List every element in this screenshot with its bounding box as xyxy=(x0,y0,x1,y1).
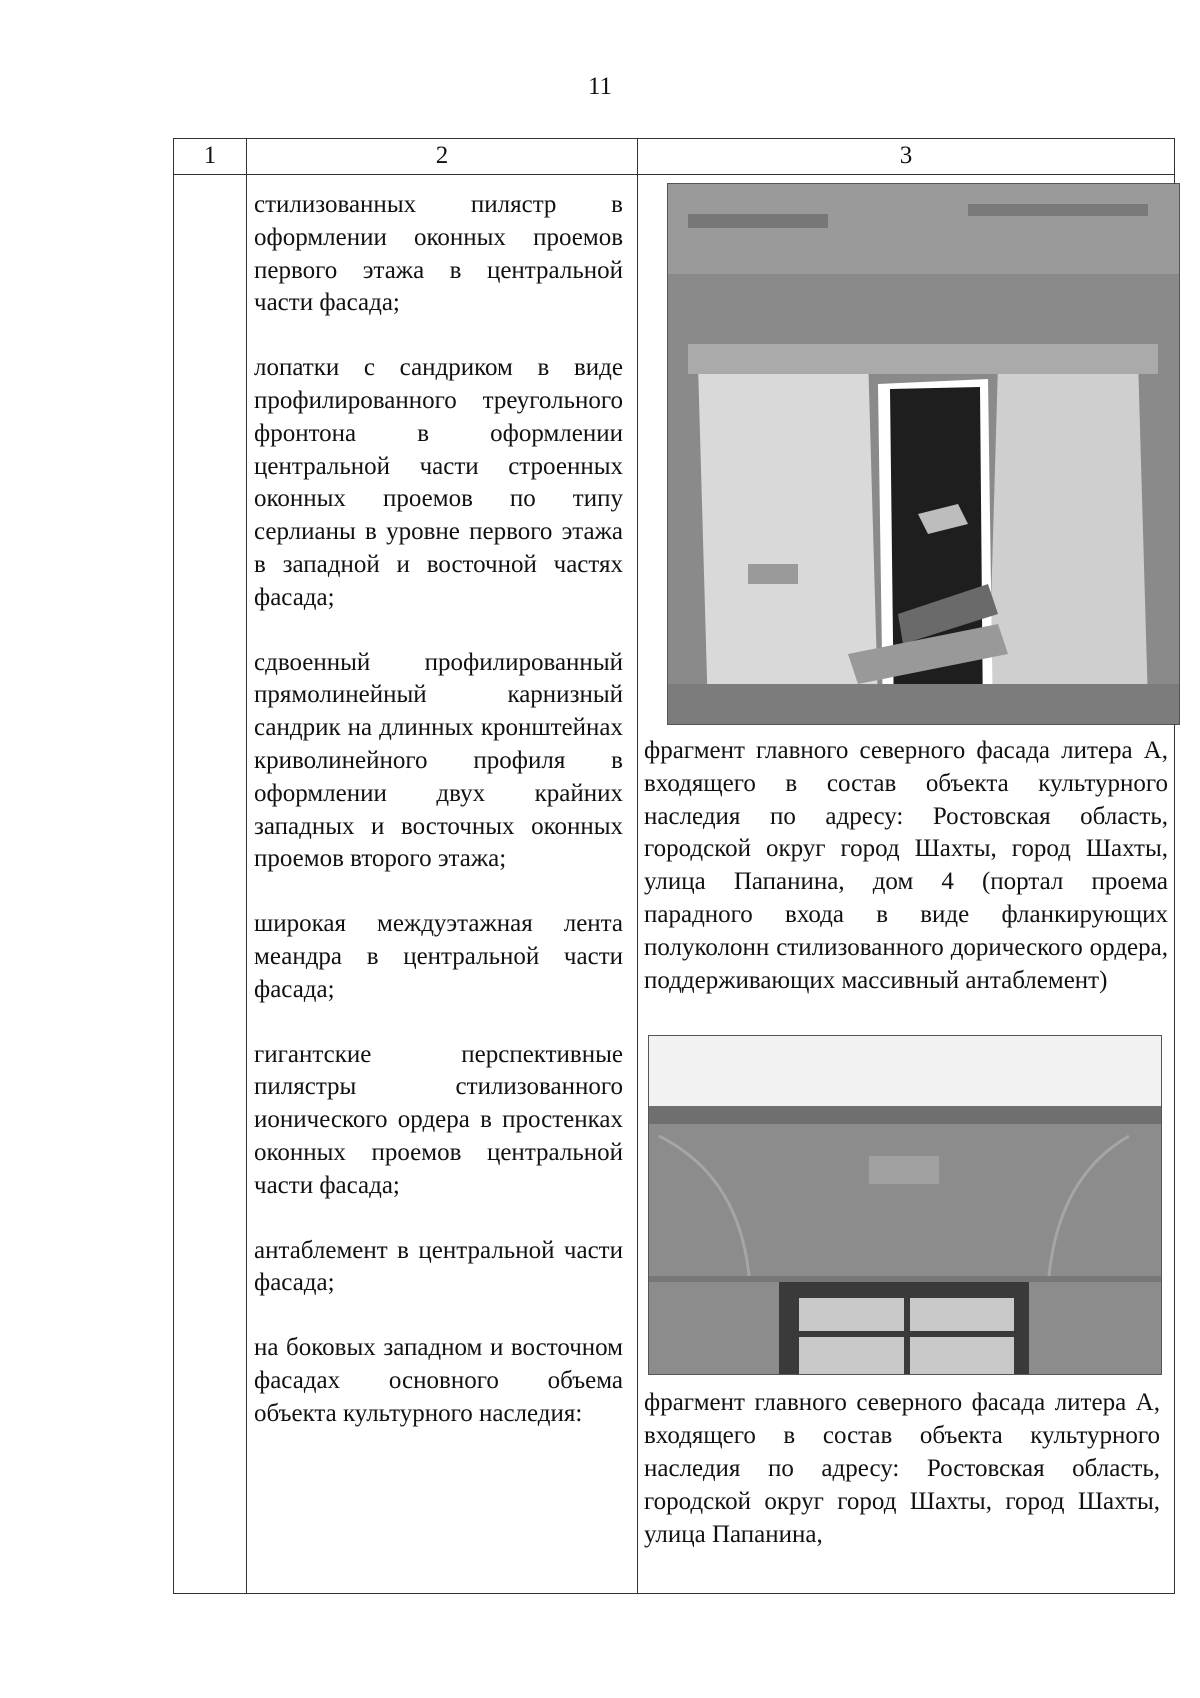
feature-item: широкая междуэтажная лента меандра в центральной части фасада; xyxy=(254,910,623,1003)
feature-item: стилизованных пилястр в оформлении оконных проемов первого этажа в центральной части фасада; xyxy=(254,191,623,317)
photo-caption: фрагмент главного северного фасада литера А, входящего в состав объекта культурного наследия по адресу: Ростовская область, городской округ город Шахты, город Шахты, улица Папанина, дом 4 (портал проема парадного входа в виде фланкирующих полуколонн стилизованного дорического ордера, поддерживающих массивный антаблемент) xyxy=(644,737,1168,994)
feature-item: лопатки с сандриком в виде профилированного треугольного фронтона в оформлении центральной части строенных оконных проемов по типу серлианы в уровне первого этажа в западной и восточной частях фасада; xyxy=(254,354,623,611)
column-header-2: 2 xyxy=(247,139,638,175)
feature-item: антаблемент в центральной части фасада; xyxy=(254,1236,623,1297)
column-header-3: 3 xyxy=(638,139,1175,175)
feature-item: гигантские перспективные пилястры стилизованного ионического ордера в простенках оконных проемов центральной части фасада; xyxy=(254,1040,623,1199)
feature-item: сдвоенный профилированный прямолинейный карнизный сандрик на длинных кронштейнах криволинейного профиля в оформлении двух крайних западных и восточных оконных проемов второго этажа; xyxy=(254,648,623,873)
table-header-row xyxy=(174,139,1175,175)
features-cell xyxy=(247,175,638,1594)
photo-caption: фрагмент главного северного фасада литера А, входящего в состав объекта культурного наследия по адресу: Ростовская область, городской округ город Шахты, город Шахты, улица Папанина, xyxy=(644,1389,1160,1548)
table-row xyxy=(174,175,1175,1594)
facade-fragment-photo xyxy=(648,1035,1162,1375)
feature-item: на боковых западном и восточном фасадах основного объема объекта культурного наследия: xyxy=(254,1334,623,1427)
page-number: 11 xyxy=(587,73,613,100)
number-cell xyxy=(174,175,247,1594)
column-header-1: 1 xyxy=(174,139,247,175)
photos-cell xyxy=(638,175,1175,1594)
entrance-portal-photo xyxy=(667,183,1180,725)
features-table xyxy=(173,138,1175,1594)
